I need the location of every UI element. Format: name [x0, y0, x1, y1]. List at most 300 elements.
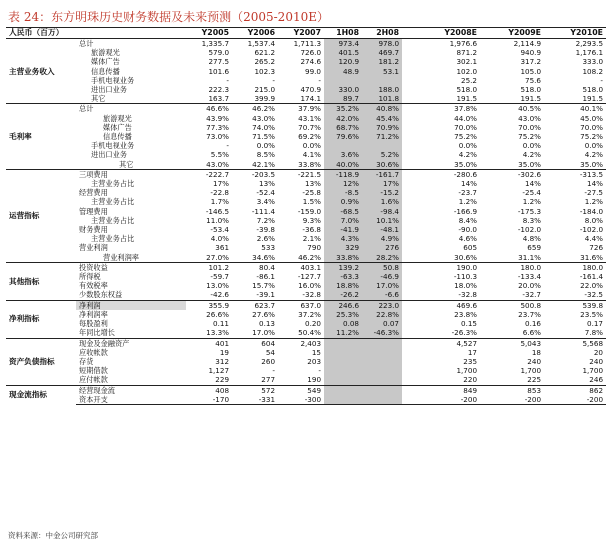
table-cell: -8.5 [324, 188, 362, 197]
table-cell: 40.8% [362, 104, 402, 114]
table-cell: 18 [531, 347, 542, 357]
row-label: 经营费用 [79, 188, 108, 198]
table-cell: 5,568 [544, 338, 606, 348]
table-cell: 500.8 [480, 300, 544, 310]
table-cell: 240 [589, 356, 604, 366]
table-cell: 14% [587, 179, 604, 189]
table-row [6, 169, 606, 179]
table-cell: 0.0% [256, 141, 276, 151]
row-label: 其它 [119, 159, 134, 169]
financial-table [6, 27, 606, 405]
row-label: 投资收益 [76, 262, 186, 272]
table-cell: 862 [544, 385, 606, 395]
row-label: 营业利润率 [103, 252, 139, 262]
table-cell: 229 [215, 375, 230, 385]
table-cell: 105.0 [520, 66, 542, 76]
table-cell: 40.5% [480, 104, 544, 114]
table-cell: 621.2 [254, 48, 276, 58]
table-cell: 604 [232, 338, 278, 348]
table-cell: 9.3% [302, 215, 322, 225]
table-cell: 7.2% [256, 215, 276, 225]
table-cell: 188.0 [362, 85, 402, 94]
column-gap [402, 300, 416, 310]
table-cell [324, 338, 362, 348]
table-cell: 6.6% [522, 328, 542, 338]
table-cell: - [226, 141, 230, 151]
table-cell: 518.0 [520, 85, 542, 95]
column-gap [402, 160, 416, 170]
table-cell: 75.2% [518, 132, 542, 142]
table-cell: 37.2% [298, 309, 322, 319]
column-gap [402, 225, 416, 234]
table-cell: -25.4 [522, 188, 542, 198]
column-gap [402, 234, 416, 243]
table-cell: 978.0 [362, 39, 402, 49]
section-category: 资产负债指标 [6, 338, 76, 385]
table-cell: 12% [324, 179, 362, 188]
column-gap [402, 94, 416, 104]
table-row [6, 85, 606, 94]
table-cell: 33.8% [324, 253, 362, 263]
year-header: Y2006 [232, 28, 278, 39]
row-label: 有效税率 [79, 281, 108, 291]
table-cell: 43.0% [206, 159, 230, 169]
table-cell: 572 [232, 385, 278, 395]
table-row [6, 39, 606, 49]
table-row [6, 310, 606, 319]
table-cell: -110.3 [453, 272, 478, 282]
table-cell: 8.0% [584, 215, 604, 225]
table-cell: 0.0% [522, 141, 542, 151]
table-row [6, 179, 606, 188]
table-cell: -127.7 [297, 272, 322, 282]
column-gap [402, 150, 416, 159]
table-cell: 8.4% [458, 215, 478, 225]
table-cell: 1.2% [522, 197, 542, 207]
table-cell: 77.3% [206, 122, 230, 132]
table-cell: 180.0 [480, 262, 544, 272]
table-cell: 2,403 [278, 338, 324, 348]
table-cell: -46.3% [362, 328, 402, 338]
table-cell: 48.9 [324, 67, 362, 76]
column-gap [402, 57, 416, 66]
table-cell: 42.1% [252, 159, 276, 169]
table-cell: 68.7% [324, 123, 362, 132]
row-label: 主营业务占比 [91, 215, 135, 225]
column-gap [402, 310, 416, 319]
table-cell: 28.2% [362, 253, 402, 263]
table-cell: 1,335.7 [186, 39, 232, 49]
table-cell: 46.2% [298, 252, 322, 262]
table-cell: 0.13 [259, 319, 276, 329]
table-cell: -39.8 [256, 225, 276, 235]
column-gap [402, 290, 416, 300]
table-cell: 470.9 [300, 85, 322, 95]
table-cell: 1.2% [458, 197, 478, 207]
table-row [6, 104, 606, 114]
row-label: 主营业务占比 [91, 234, 135, 244]
table-cell: 5.2% [362, 150, 402, 159]
table-cell: 4.1% [302, 150, 322, 160]
table-cell: -159.0 [297, 206, 322, 216]
table-cell: -63.3 [324, 272, 362, 281]
table-cell: 579.0 [208, 48, 230, 58]
table-cell: 4.4% [584, 234, 604, 244]
table-cell: 99.0 [305, 66, 322, 76]
table-cell: 2,114.9 [480, 39, 544, 49]
column-gap [402, 272, 416, 281]
table-cell: 37.9% [278, 104, 324, 114]
table-row [6, 188, 606, 197]
table-cell: 19 [219, 347, 230, 357]
table-cell: 1.7% [210, 197, 230, 207]
table-cell: - [272, 75, 276, 85]
table-cell [324, 348, 362, 357]
table-cell: - [318, 366, 322, 376]
table-cell: 260 [261, 356, 276, 366]
table-cell: -200 [480, 395, 544, 405]
table-cell: -302.6 [480, 169, 544, 179]
table-cell: 79.6% [324, 132, 362, 141]
table-cell: 163.7 [208, 94, 230, 104]
year-header: Y2009E [480, 28, 544, 39]
column-gap [402, 328, 416, 338]
table-cell: 4.9% [362, 234, 402, 243]
table-cell: 0.15 [461, 319, 478, 329]
table-cell: 70.9% [362, 123, 402, 132]
table-cell: 69.2% [298, 132, 322, 142]
year-header: 1H08 [324, 28, 362, 39]
table-cell: 17.0% [252, 328, 276, 338]
table-cell [362, 141, 402, 150]
table-row [6, 357, 606, 366]
table-cell: 790 [307, 243, 322, 253]
table-cell: 401 [186, 338, 232, 348]
table-cell: -32.8 [458, 290, 478, 300]
table-cell: -200 [416, 395, 480, 405]
table-cell: -26.3% [451, 328, 478, 338]
table-cell: 403.1 [278, 262, 324, 272]
column-gap [402, 197, 416, 206]
table-cell: -118.9 [324, 169, 362, 179]
table-cell: 0.11 [213, 319, 230, 329]
table-row [6, 48, 606, 57]
table-cell: 70.0% [518, 122, 542, 132]
column-gap [402, 207, 416, 216]
table-cell: 4.3% [324, 234, 362, 243]
table-cell: -203.5 [232, 169, 278, 179]
table-cell: 469.7 [362, 48, 402, 57]
table-cell: 329 [324, 243, 362, 252]
table-cell: 0.0% [584, 141, 604, 151]
table-row [6, 123, 606, 132]
table-cell: 726 [589, 243, 604, 253]
table-cell: 74.0% [252, 122, 276, 132]
column-gap [402, 169, 416, 179]
table-cell: -32.5 [584, 290, 604, 300]
table-cell: -133.4 [517, 272, 542, 282]
table-cell: 1,700 [582, 366, 604, 376]
table-cell: -15.2 [362, 188, 402, 197]
table-cell: 35.0% [454, 159, 478, 169]
table-cell: 361 [215, 243, 230, 253]
table-row [6, 76, 606, 85]
table-cell: 355.9 [186, 300, 232, 310]
row-label: 净利润 [76, 300, 186, 310]
table-cell: 27.0% [206, 252, 230, 262]
table-cell: -36.8 [302, 225, 322, 235]
row-label: 进出口业务 [91, 150, 127, 160]
table-row [6, 348, 606, 357]
table-cell: 277.5 [208, 57, 230, 67]
table-cell: 265.2 [254, 57, 276, 67]
table-cell: 120.9 [324, 57, 362, 66]
column-gap [402, 281, 416, 290]
table-cell: 43.1% [298, 113, 322, 123]
column-gap [402, 243, 416, 252]
table-row [6, 160, 606, 170]
table-cell: 13.0% [206, 281, 230, 291]
table-cell: 0.16 [525, 319, 542, 329]
table-cell [362, 375, 402, 385]
table-cell: 0.08 [324, 319, 362, 328]
table-row [6, 262, 606, 272]
table-cell: 89.7 [324, 94, 362, 104]
table-cell: -22.8 [210, 188, 230, 198]
table-cell: 0.0% [458, 141, 478, 151]
table-cell: 235 [463, 356, 478, 366]
table-cell: 222.3 [208, 85, 230, 95]
table-cell: 33.8% [298, 159, 322, 169]
table-row [6, 395, 606, 405]
column-gap [402, 348, 416, 357]
table-cell: 2.1% [302, 234, 322, 244]
row-label: 应付帐款 [79, 375, 108, 385]
column-gap [402, 179, 416, 188]
table-cell: 849 [416, 385, 480, 395]
column-gap [402, 76, 416, 85]
column-gap [402, 67, 416, 76]
table-row [6, 385, 606, 395]
table-row [6, 67, 606, 76]
table-cell: 17% [362, 179, 402, 188]
column-gap [402, 385, 416, 395]
table-cell [324, 375, 362, 385]
table-cell: 220 [463, 375, 478, 385]
row-label: 旅游观光 [91, 48, 120, 58]
table-row [6, 132, 606, 141]
column-gap [402, 357, 416, 366]
table-cell: -23.7 [458, 188, 478, 198]
table-cell: 102.3 [254, 66, 276, 76]
table-cell [324, 357, 362, 366]
row-label: 现金及金融资产 [76, 338, 186, 348]
table-cell: 277 [261, 375, 276, 385]
table-cell: 4.8% [522, 234, 542, 244]
table-cell: 5,043 [480, 338, 544, 348]
table-cell: -46.9 [362, 272, 402, 281]
table-cell: 190 [307, 375, 322, 385]
table-row [6, 366, 606, 375]
table-cell: 30.6% [454, 252, 478, 262]
year-header: Y2008E [416, 28, 480, 39]
table-cell: 17.0% [362, 281, 402, 290]
table-cell [362, 395, 402, 405]
row-label: 信息传播 [91, 66, 120, 76]
table-cell: 190.0 [416, 262, 480, 272]
table-cell: 34.6% [252, 252, 276, 262]
table-cell: -42.6 [210, 290, 230, 300]
table-cell: 1,700 [456, 366, 478, 376]
table-cell: -102.0 [579, 225, 604, 235]
table-row [6, 281, 606, 290]
table-cell: 2,293.5 [544, 39, 606, 49]
table-cell: 25.3% [324, 310, 362, 319]
table-cell: -161.7 [362, 169, 402, 179]
column-gap [402, 216, 416, 225]
table-cell: 0.17 [587, 319, 604, 329]
column-gap [402, 39, 416, 49]
unit-header: 人民币（百万） [6, 28, 186, 39]
table-cell: 46.6% [186, 104, 232, 114]
table-cell: 659 [527, 243, 542, 253]
table-cell [362, 357, 402, 366]
column-gap [402, 188, 416, 197]
table-cell: 23.5% [580, 309, 604, 319]
table-cell: -68.5 [324, 207, 362, 216]
table-cell: 18.8% [324, 281, 362, 290]
table-cell: 408 [186, 385, 232, 395]
table-row [6, 141, 606, 150]
table-cell: -25.8 [302, 188, 322, 198]
table-cell: 4.2% [458, 150, 478, 160]
row-label: 总计 [76, 104, 186, 114]
row-label: 其它 [91, 94, 106, 104]
table-cell: 181.2 [362, 57, 402, 66]
table-cell: - [272, 366, 276, 376]
section-category: 其他指标 [6, 262, 76, 300]
table-cell: 330.0 [324, 85, 362, 94]
table-row [6, 338, 606, 348]
table-cell: 43.0% [252, 113, 276, 123]
table-cell: 23.7% [518, 309, 542, 319]
row-label: 信息传播 [103, 132, 132, 142]
table-cell: 54 [265, 347, 276, 357]
table-row [6, 253, 606, 263]
table-cell: 70.0% [580, 122, 604, 132]
column-gap [402, 123, 416, 132]
year-header: 2H08 [362, 28, 402, 39]
table-cell: 1,711.3 [278, 39, 324, 49]
table-row [6, 272, 606, 281]
table-cell: 46.2% [232, 104, 278, 114]
table-cell: 399.9 [254, 94, 276, 104]
row-label: 所得税 [79, 272, 101, 282]
table-cell: 240 [527, 356, 542, 366]
table-cell: 549 [278, 385, 324, 395]
table-cell: 1,700 [520, 366, 542, 376]
table-cell: 11.0% [206, 215, 230, 225]
column-gap [402, 253, 416, 263]
table-cell: 70.7% [298, 122, 322, 132]
table-cell: 312 [215, 356, 230, 366]
table-cell: 13% [305, 179, 322, 189]
table-cell: 22.0% [580, 281, 604, 291]
table-cell: 1.5% [302, 197, 322, 207]
row-label: 管理费用 [79, 206, 108, 216]
table-cell [324, 76, 362, 85]
row-label: 财务费用 [79, 225, 108, 235]
table-cell: 203 [307, 356, 322, 366]
table-row [6, 94, 606, 104]
table-cell: 215.0 [254, 85, 276, 95]
table-cell: 102.0 [456, 66, 478, 76]
table-row [6, 225, 606, 234]
table-cell: -86.1 [256, 272, 276, 282]
table-cell: -221.5 [278, 169, 324, 179]
table-cell: 7.8% [584, 328, 604, 338]
table-cell: -300 [278, 395, 324, 405]
row-label: 主营业务占比 [91, 197, 135, 207]
table-row [6, 375, 606, 385]
row-label: 年同比增长 [79, 328, 115, 338]
table-cell: 246.6 [324, 300, 362, 310]
table-cell: 1.6% [362, 197, 402, 206]
column-gap [402, 85, 416, 94]
table-cell: 4.2% [584, 150, 604, 160]
table-cell [324, 385, 362, 395]
table-cell: 274.6 [300, 57, 322, 67]
row-label: 三项费用 [76, 169, 186, 179]
table-cell: 223.0 [362, 300, 402, 310]
table-cell: 22.8% [362, 310, 402, 319]
table-cell [324, 395, 362, 405]
year-header: Y2007 [278, 28, 324, 39]
table-cell: 174.1 [300, 94, 322, 104]
table-row [6, 300, 606, 310]
table-cell: 726.0 [300, 48, 322, 58]
table-cell: -331 [232, 395, 278, 405]
table-cell: 1,537.4 [232, 39, 278, 49]
row-label: 手机电视业务 [91, 141, 135, 151]
table-cell: -200 [544, 395, 606, 405]
table-cell: -146.5 [205, 206, 230, 216]
table-cell: 11.2% [324, 328, 362, 338]
table-cell: 0.20 [305, 319, 322, 329]
table-cell: 53.1 [362, 67, 402, 76]
table-cell: -6.6 [362, 290, 402, 300]
gap-header [402, 28, 416, 39]
column-gap [402, 262, 416, 272]
table-cell: 31.1% [518, 252, 542, 262]
table-cell: 13% [259, 179, 276, 189]
table-cell: -53.4 [210, 225, 230, 235]
table-cell: 180.0 [544, 262, 606, 272]
table-cell: -222.7 [186, 169, 232, 179]
table-cell: 7.0% [324, 216, 362, 225]
table-cell: 101.6 [208, 66, 230, 76]
table-cell: 1,976.6 [416, 39, 480, 49]
column-gap [402, 395, 416, 405]
row-label: 主营业务占比 [91, 179, 135, 189]
table-cell: 637.0 [278, 300, 324, 310]
table-row [6, 216, 606, 225]
column-gap [402, 141, 416, 150]
table-cell: 8.5% [256, 150, 276, 160]
table-cell: 15 [311, 347, 322, 357]
table-cell [362, 385, 402, 395]
table-cell: 20 [593, 347, 604, 357]
